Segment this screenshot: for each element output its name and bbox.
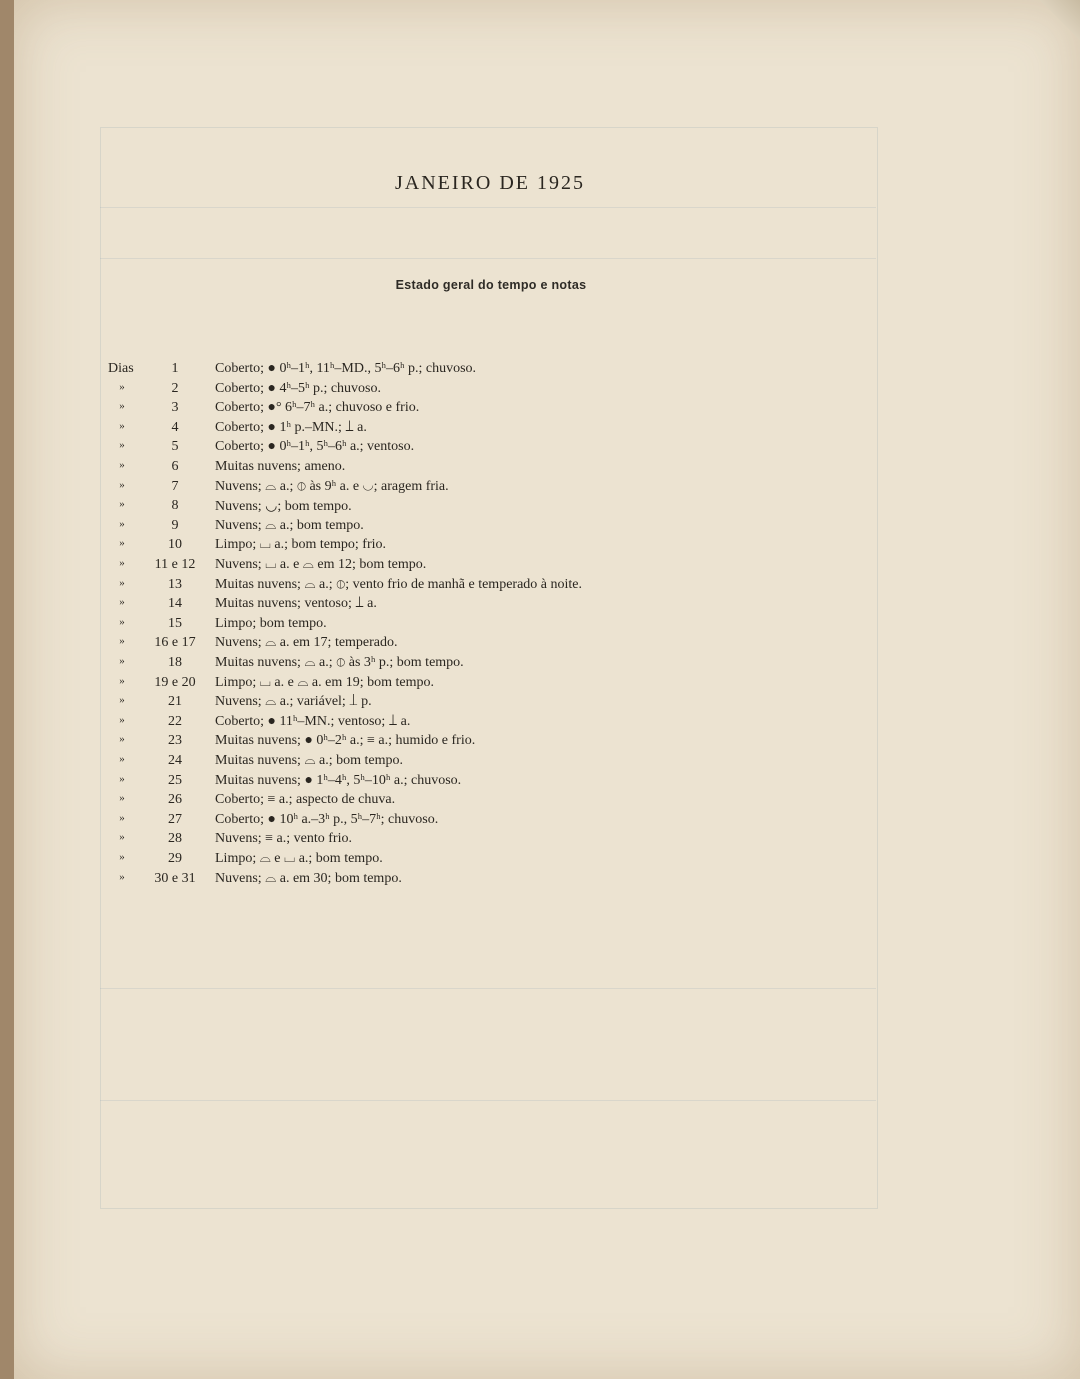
ditto-mark: » (119, 733, 125, 746)
ditto-mark: » (119, 557, 125, 569)
day-number: 19 e 20 (154, 674, 196, 690)
show-through-line (100, 258, 876, 259)
weather-note: Nuvens; ⌴ a. e ⌓ em 12; bom tempo. (215, 557, 427, 572)
weather-note: Nuvens; ⌓ a.; bom tempo. (215, 517, 364, 533)
page-title: JANEIRO DE 1925 (395, 172, 585, 194)
day-number: 2 (171, 380, 179, 396)
day-row (0, 714, 760, 734)
weather-note: Nuvens; ⌓ a.; ⦶ às 9ʰ a. e ◡; aragem fria. (215, 478, 449, 494)
weather-note: Muitas nuvens; ● 0ʰ–2ʰ a.; ≡ a.; humido e frio. (215, 733, 476, 749)
weather-note: Muitas nuvens; ameno. (215, 459, 346, 474)
ditto-mark: » (119, 635, 125, 648)
ditto-mark: » (119, 811, 125, 824)
show-through-line (100, 207, 876, 208)
ditto-mark: » (119, 772, 125, 785)
day-row (0, 439, 760, 459)
day-row (0, 675, 760, 695)
day-row (0, 753, 760, 773)
day-row (0, 420, 760, 440)
day-row (0, 635, 760, 655)
day-row (0, 812, 760, 832)
ditto-mark: » (119, 831, 125, 844)
ditto-mark: » (119, 537, 125, 550)
day-row (0, 694, 760, 714)
ditto-mark: » (119, 870, 125, 883)
day-row (0, 733, 760, 753)
weather-note: Muitas nuvens; ⌓ a.; bom tempo. (215, 753, 404, 768)
day-number: 14 (168, 596, 182, 612)
weather-note: Muitas nuvens; ventoso; ⟘ a. (215, 596, 377, 612)
weather-note: Coberto; ● 11ʰ–MN.; ventoso; ⟘ a. (215, 713, 411, 729)
day-row (0, 400, 760, 420)
weather-note: Coberto; ● 0ʰ–1ʰ, 5ʰ–6ʰ a.; ventoso. (215, 439, 415, 455)
day-number: 1 (171, 361, 179, 376)
day-row (0, 557, 760, 577)
ditto-mark: » (119, 851, 125, 863)
weather-note: Coberto; ●° 6ʰ–7ʰ a.; chuvoso e frio. (215, 400, 420, 416)
day-number: 26 (168, 792, 182, 808)
weather-note: Coberto; ● 1ʰ p.–MN.; ⟘ a. (215, 419, 367, 435)
ditto-mark: » (119, 459, 125, 471)
day-row (0, 577, 760, 597)
ditto-mark: » (119, 596, 125, 609)
ditto-mark: » (119, 439, 125, 452)
ditto-mark: » (119, 753, 125, 765)
day-row (0, 616, 760, 636)
ditto-mark: » (119, 655, 125, 667)
section-subtitle: Estado geral do tempo e notas (395, 278, 587, 292)
ditto-mark: » (119, 400, 125, 413)
day-number: 24 (168, 753, 182, 768)
weather-note: Coberto; ● 4ʰ–5ʰ p.; chuvoso. (215, 380, 381, 396)
day-number: 11 e 12 (154, 557, 196, 572)
weather-note: Nuvens; ⌓ a.; variável; ⟘ p. (215, 694, 372, 710)
weather-note: Limpo; ⌓ e ⌴ a.; bom tempo. (215, 851, 383, 866)
weather-note: Coberto; ● 10ʰ a.–3ʰ p., 5ʰ–7ʰ; chuvoso. (215, 811, 439, 827)
day-number: 18 (168, 655, 182, 670)
day-row (0, 871, 760, 891)
weather-note: Muitas nuvens; ⌓ a.; ⦶ às 3ʰ p.; bom tempo. (215, 655, 464, 670)
weather-note: Nuvens; ◡; bom tempo. (215, 499, 352, 515)
weather-note: Limpo; ⌴ a.; bom tempo; frio. (215, 537, 387, 553)
weather-note: Limpo; bom tempo. (215, 615, 327, 631)
day-row (0, 596, 760, 616)
page-corner-fold (1040, 0, 1080, 40)
day-number: 5 (171, 439, 179, 455)
weather-note: Limpo; ⌴ a. e ⌓ a. em 19; bom tempo. (215, 674, 435, 690)
ditto-mark: » (119, 576, 125, 589)
ditto-mark: » (119, 380, 125, 393)
day-number: 21 (168, 694, 182, 710)
show-through-line (100, 1100, 876, 1101)
day-number: 6 (171, 459, 179, 474)
weather-note: Coberto; ≡ a.; aspecto de chuva. (215, 792, 396, 808)
day-row (0, 792, 760, 812)
ditto-mark: » (119, 517, 125, 530)
day-row (0, 537, 760, 557)
ditto-mark: » (119, 478, 125, 491)
ditto-mark: » (119, 713, 125, 726)
weather-note: Nuvens; ⌓ a. em 30; bom tempo. (215, 870, 402, 886)
day-row (0, 831, 760, 851)
weather-note: Muitas nuvens; ⌓ a.; ⦶; vento frio de manhã e temperado à noite. (215, 576, 582, 592)
day-number: 23 (168, 733, 182, 749)
weather-note: Nuvens; ⌓ a. em 17; temperado. (215, 635, 398, 651)
days-label: Dias (108, 361, 134, 376)
day-number: 16 e 17 (154, 635, 196, 651)
day-row (0, 655, 760, 675)
day-number: 8 (171, 498, 179, 514)
day-number: 27 (168, 811, 182, 827)
day-number: 7 (171, 478, 179, 494)
ditto-mark: » (119, 419, 125, 432)
weather-note: Nuvens; ≡ a.; vento frio. (215, 831, 352, 847)
day-number: 10 (168, 537, 182, 553)
day-number: 9 (171, 517, 179, 533)
day-number: 3 (171, 400, 179, 416)
day-row (0, 851, 760, 871)
day-row (0, 361, 760, 381)
ditto-mark: » (119, 694, 125, 707)
day-row (0, 518, 760, 538)
ditto-mark: » (119, 792, 125, 805)
ditto-mark: » (119, 674, 125, 687)
ditto-mark: » (119, 498, 125, 511)
day-number: 15 (168, 615, 182, 631)
day-row (0, 479, 760, 499)
day-number: 30 e 31 (154, 870, 196, 886)
ditto-mark: » (119, 615, 125, 628)
day-number: 28 (168, 831, 182, 847)
day-number: 4 (171, 419, 179, 435)
day-row (0, 459, 760, 479)
day-row (0, 381, 760, 401)
day-row (0, 773, 760, 793)
day-number: 29 (168, 851, 182, 866)
day-row (0, 498, 760, 518)
show-through-line (100, 988, 876, 989)
day-number: 13 (168, 576, 182, 592)
weather-note: Coberto; ● 0ʰ–1ʰ, 11ʰ–MD., 5ʰ–6ʰ p.; chuvoso. (215, 361, 477, 376)
day-number: 25 (168, 772, 182, 788)
weather-note: Muitas nuvens; ● 1ʰ–4ʰ, 5ʰ–10ʰ a.; chuvoso. (215, 772, 462, 788)
day-number: 22 (168, 713, 182, 729)
